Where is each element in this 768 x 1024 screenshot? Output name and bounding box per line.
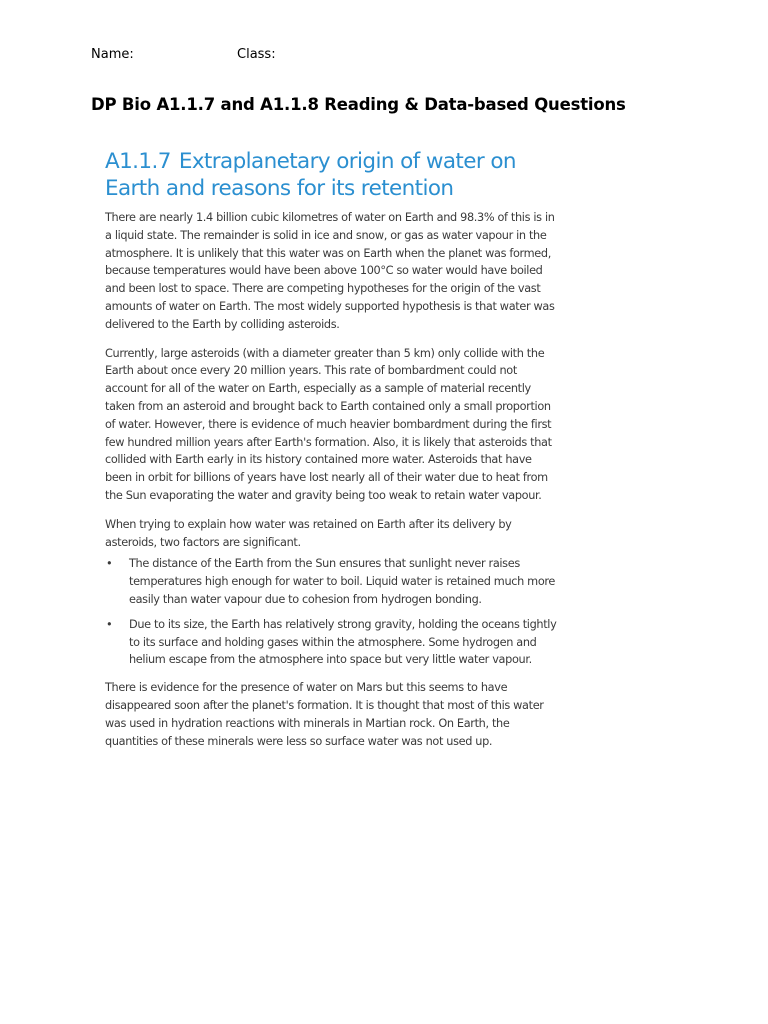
section-title-line2: Earth and reasons for its retention xyxy=(105,176,454,201)
list-item xyxy=(105,616,560,669)
textbook-excerpt xyxy=(105,148,560,761)
name-label: Name: xyxy=(91,47,134,62)
section-title-line1: Extraplanetary origin of water on xyxy=(178,149,516,174)
paragraph-asteroids: Currently, large asteroids (with a diameter greater than 5 km) only collide with the Earth about once every 20 million years. This rate of bombardment could not account for all of the water on Earth, especially as a sample of material recently taken from an asteroid and brought back to Earth contained only a small proportion of water. However, there is evidence of much heavier bombardment during the first few hundred million years after Earth's formation. Also, it is likely that asteroids that collided with Earth early in its history contained more water. Asteroids that have been in orbit for billions of years have lost nearly all of their water due to heat from the Sun evaporating the water and gravity being too weak to retain water vapour. xyxy=(105,346,552,502)
student-info-row xyxy=(91,47,276,62)
list-item-text: Due to its size, the Earth has relatively strong gravity, holding the oceans tightly to its surface and holding gases within the atmosphere. Some hydrogen and helium escape from the atmosphere into space but very little water vapour. xyxy=(129,617,557,667)
list-item xyxy=(105,555,560,608)
paragraph-retention-intro: When trying to explain how water was retained on Earth after its delivery by asteroids, two factors are significant. xyxy=(105,517,512,549)
list-item-text: The distance of the Earth from the Sun ensures that sunlight never raises temperatures high enough for water to boil. Liquid water is retained much more easily than water vapour due to cohesion from hydrogen bonding. xyxy=(129,557,556,606)
paragraph-origin: There are nearly 1.4 billion cubic kilometres of water on Earth and 98.3% of this is in a liquid state. The remainder is solid in ice and snow, or gas as water vapour in the atmosphere. It is unlikely that this water was on Earth when the planet was formed, because temperatures would have been above 100°C so water would have boiled and been lost to space. There are competing hypotheses for the origin of the vast amounts of water on Earth. The most widely supported hypothesis is that water was delivered to the Earth by colliding asteroids. xyxy=(105,211,555,331)
section-heading xyxy=(105,148,560,202)
class-label: Class: xyxy=(237,47,276,62)
retention-factors-list xyxy=(105,555,560,669)
bullet-icon: • xyxy=(106,617,113,631)
section-number: A1.1.7 xyxy=(105,149,171,174)
paragraph-mars: There is evidence for the presence of water on Mars but this seems to have disappeared soon after the planet's formation. It is thought that most of this water was used in hydration reactions with minerals in Martian rock. On Earth, the quantities of these minerals were less so surface water was not used up. xyxy=(105,681,544,748)
document-title: DP Bio A1.1.7 and A1.1.8 Reading & Data-based Questions xyxy=(91,95,626,114)
bullet-icon: • xyxy=(106,557,113,571)
